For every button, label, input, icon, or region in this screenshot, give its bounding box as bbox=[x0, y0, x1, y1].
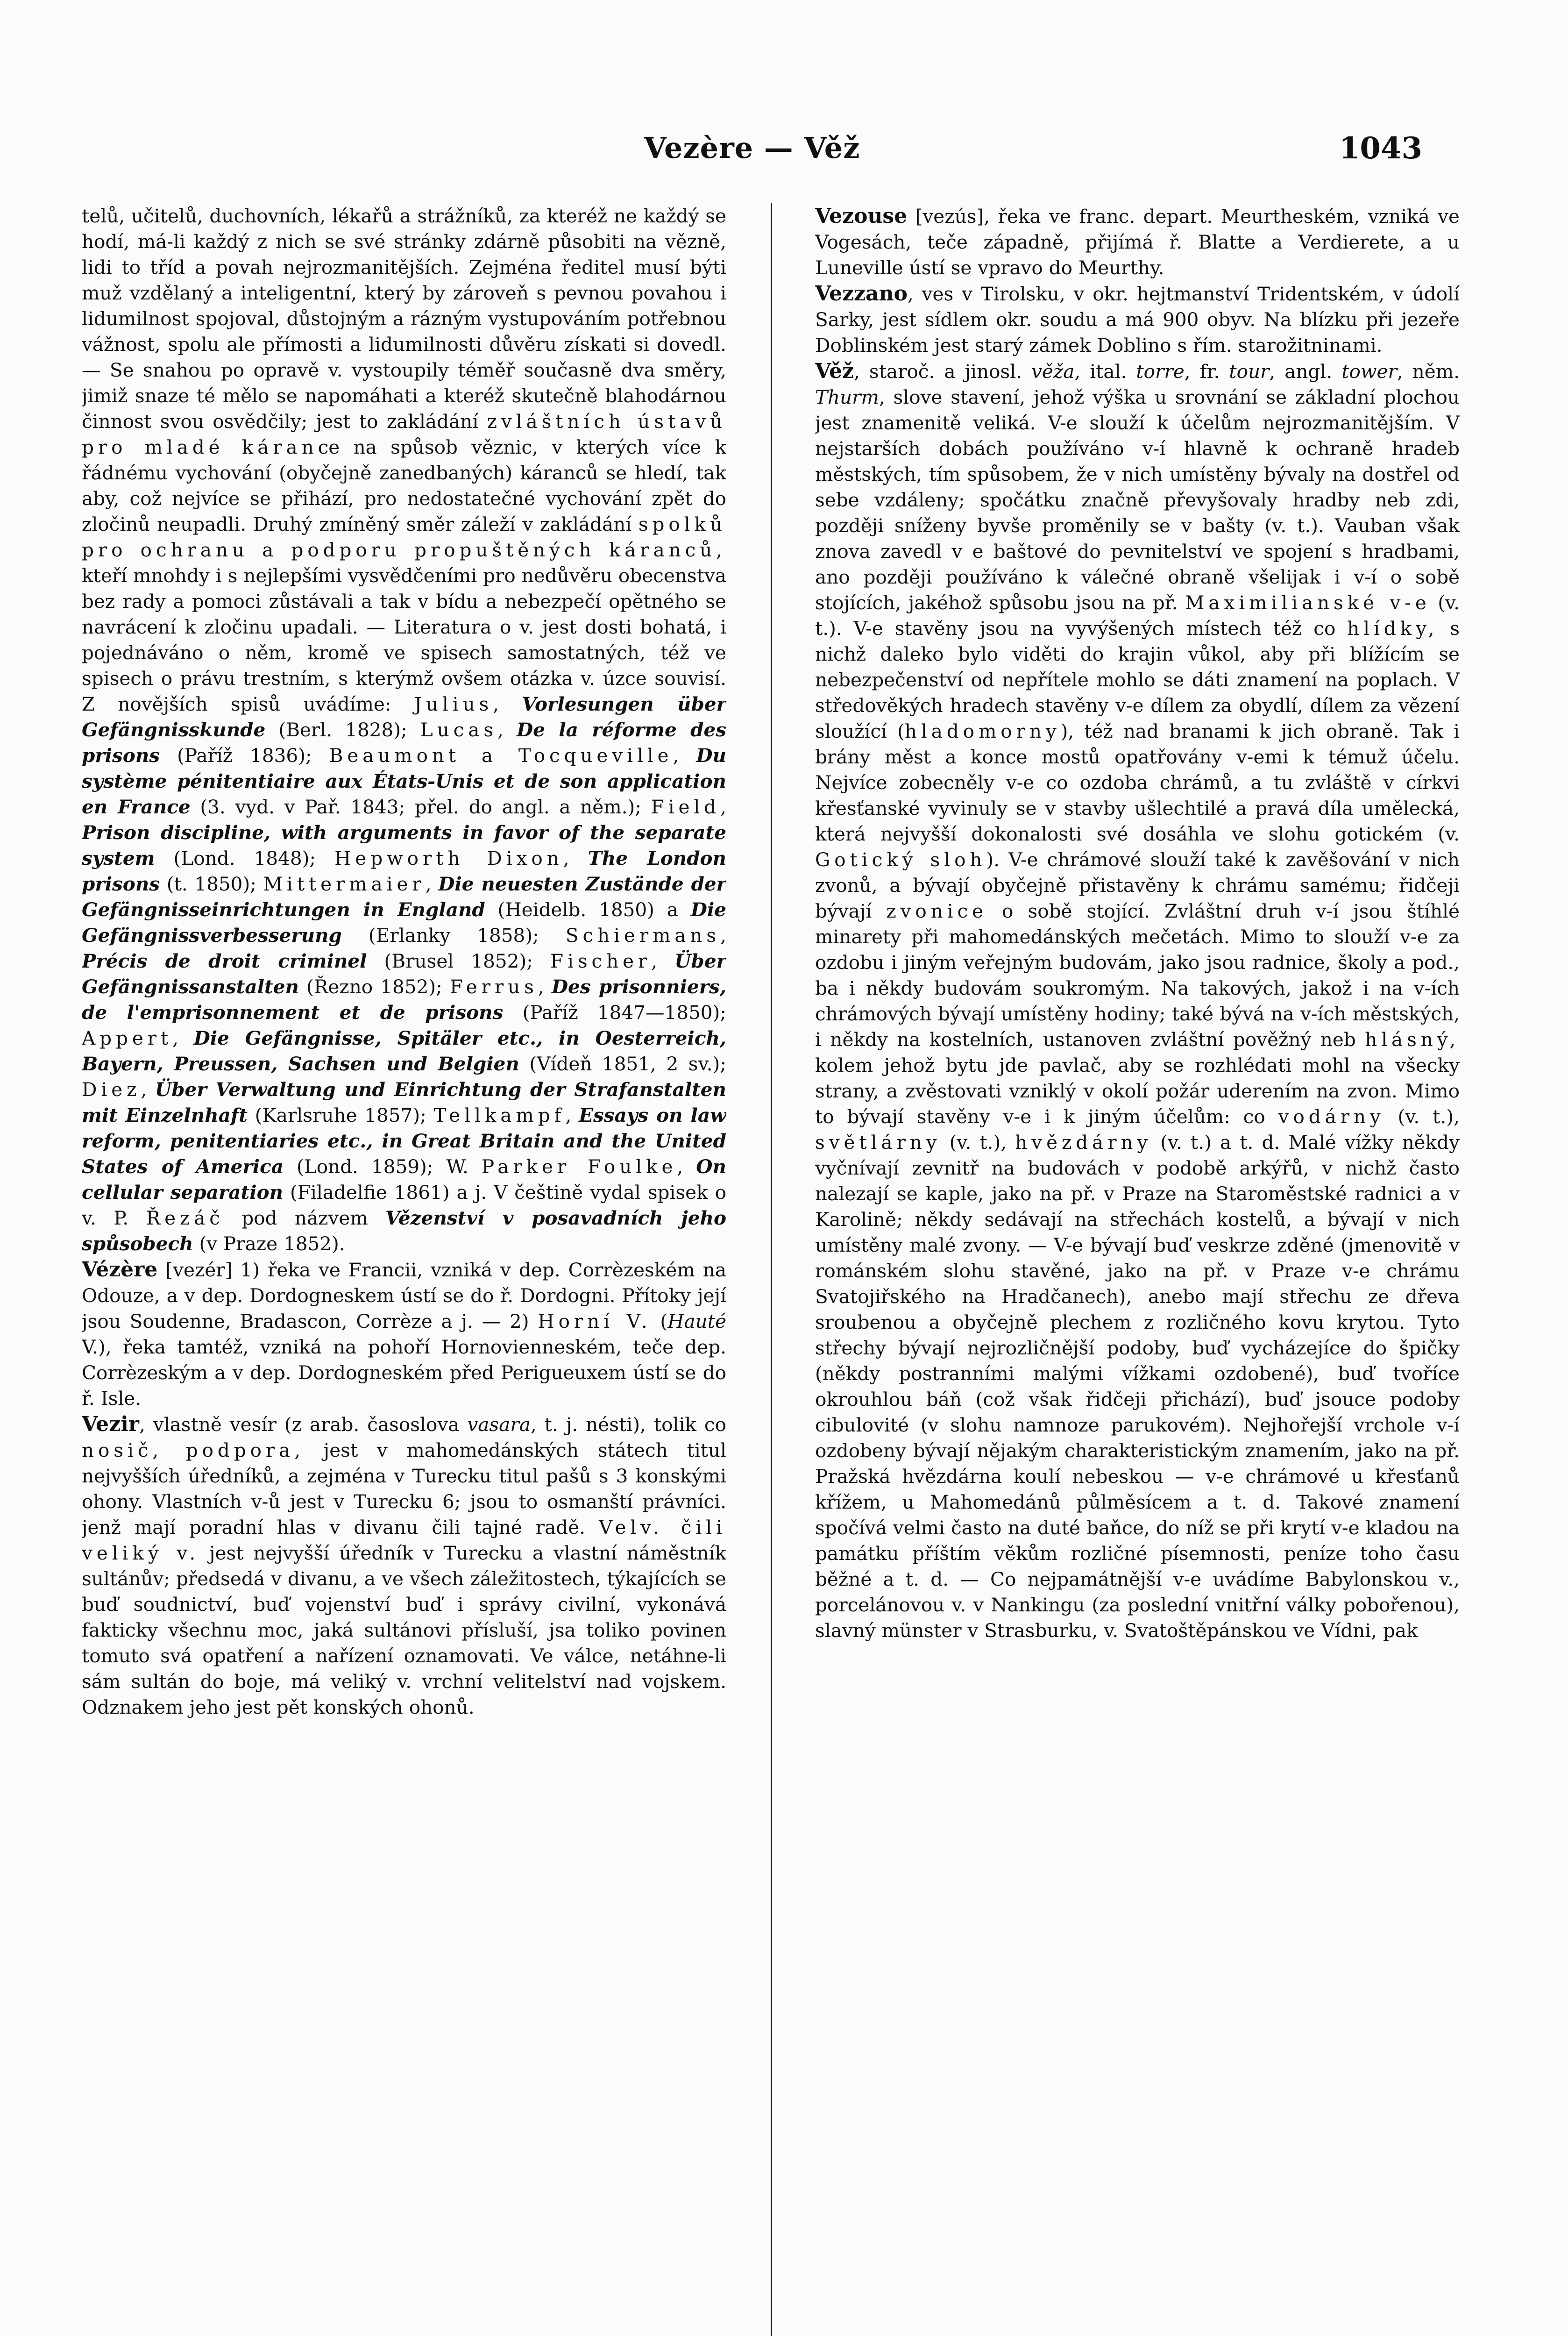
literature-title: Über Verwaltung und Einrichtung der Strafanstalten mit Einzelnhaft bbox=[82, 1078, 726, 1126]
italic-run: vasara bbox=[467, 1413, 531, 1436]
entry-vezere bbox=[82, 1257, 726, 1411]
separator: , bbox=[172, 1027, 194, 1049]
text-run: ce na spůsob věznic, v kterých více k řádnému vychování (obyčejně zanedbaných) káranců se hledí, tak aby, což nejvíce se přihází, pro nedostatečné vychování zpět do zločinů neupadli. Druhý zmíněný směr záleží v zakládání bbox=[82, 436, 726, 535]
literature-author: Diez bbox=[82, 1078, 141, 1101]
separator: , bbox=[141, 1078, 155, 1101]
entry-vezouse bbox=[815, 203, 1460, 281]
literature-note: (Heidelb. 1850) a bbox=[485, 898, 691, 921]
separator: , bbox=[565, 1104, 579, 1126]
literature-title: Du système pénitentiaire aux États-Unis et de son application en France bbox=[82, 744, 726, 818]
spaced-emphasis: zvláštních ústavů pro mladé káran bbox=[82, 410, 726, 458]
literature-title: Vězenství v posavadních jeho spůsobech bbox=[82, 1207, 726, 1255]
literature-note: (Brusel 1852); bbox=[367, 950, 550, 972]
text-run: kolem jehož bytu jde pavlač, aby se rozhlédati mohl na všecky strany, a zvěstovati vzniklý v okolí požár uderením na zvon. Mimo to bývají stavěny v-e i k jiným účelům: co bbox=[815, 1054, 1460, 1128]
page-title: Vezère — Věž bbox=[644, 131, 860, 165]
text-run: s nichž daleko bylo viděti do krajin vůkol, aby při blížícím se nebezpečenství od nepřítele mohlo se dáti znamení na poplach. V středověkých hradech stavěny v-e dílem za obydlí, dílem za vězení sloužící ( bbox=[815, 617, 1460, 742]
literature-note: (Lond. 1859); W. bbox=[284, 1155, 482, 1178]
page-number: 1043 bbox=[1339, 131, 1422, 166]
text-run: , ves v Tirolsku, v okr. hejtmanství Tridentském, v údolí Sarky, jest sídlem okr. soudu a má 900 obyv. Na blízku při jezeře Doblinském jest starý zámek Doblino s řím. starožitninami. bbox=[815, 283, 1460, 356]
spaced-emphasis: hladomorny bbox=[904, 720, 1061, 742]
literature-note: (Filadelfie 1861) a j. V češtině vydal spisek o v. P. bbox=[82, 1181, 726, 1229]
entry-headword: Věž bbox=[815, 359, 854, 383]
literature-author: Ferrus bbox=[449, 976, 538, 998]
literature-title: Vorlesungen über Gefängnisskunde bbox=[82, 693, 726, 741]
italic-run: tower bbox=[1341, 360, 1397, 383]
italic-run: věža bbox=[1031, 360, 1075, 383]
literature-author: Beaumont a Tocqueville bbox=[329, 744, 673, 767]
separator: , bbox=[563, 847, 588, 869]
spaced-emphasis: nosič, podpora, bbox=[82, 1439, 305, 1461]
text-run: kteří mnohdy i s nejlepšími vysvědčeními pro nedůvěru obecenstva bez rady a pomoci zůstávali a tak v bídu a nebezpečí opětného se navrácení k zločinu upadali. — Literatura o v. jest dosti bohatá, i pojednáváno o něm, kromě ve spisech samostatných, též ve spisech o právu trestním, s kterýmž ovšem otázka v. úzce souvisí. Z novějších spisů uvádíme: bbox=[82, 564, 726, 715]
literature-title: On cellular separation bbox=[82, 1155, 726, 1204]
separator: , bbox=[720, 796, 726, 818]
text-run: V.), řeka tamtéž, vzniká na pohoří Hornovienneském, teče dep. Corrèzeským a v dep. Dordogneském před Perigueuxem ústí se do ř. Isle. bbox=[82, 1336, 726, 1410]
literature-note: (3. vyd. v Pař. 1843; přel. do angl. a něm.); bbox=[190, 796, 651, 818]
separator: , bbox=[720, 924, 726, 947]
spaced-emphasis: zvonice bbox=[886, 900, 988, 922]
text-run: (v. t.), bbox=[941, 1131, 1015, 1154]
text-run: , t. j. nésti), tolik co bbox=[530, 1413, 726, 1436]
entry-headword: Vezzano bbox=[815, 282, 908, 306]
text-run: , slove stavení, jehož výška u srovnání se základní plochou jest znamenitě veliká. V-e slouží k účelům nejrozmanitějším. V nejstarších dobách používáno v-í hlavně k ochraně hradeb městských, tím spůsobem, že v nich umístěny bývaly na dostřel od sebe vzdáleny; spočátku značně převyšovaly hradby neb zdi, později sníženy byvše proměnily se v bašty (v. t.). Vauban však znova zavedl v e baštové do pevnitelství ve spojení s hradbami, ano později používáno k válečné obraně všelijak i v-í o sobě stojících, jakéhož spůsobu jsou na př. bbox=[815, 386, 1460, 614]
text-run: telů, učitelů, duchovních, lékařů a strážníků, za kteréž ne každý se hodí, má-li každý z nich se své stránky zdárně působiti na vězně, lidi to tříd a povah nejrozmanitějších. Zejména ředitel musí býti muž vzdělaný a inteligentní, který by zároveň s pevnou povahou i lidumilnost spojoval, důstojným a rázným vystupováním potřebnou vážnost, spolu ale přímosti a lidumilnosti důvěru získati si dovedl. — Se snahou po opravě v. vystoupily téměř současně dva směry, jimiž snaze té mělo se napomáhati a kteréž skutečně blahodárnou činnost svou osvědčily; jest to zakládání bbox=[82, 205, 726, 433]
separator: , bbox=[673, 744, 696, 767]
italic-run: Hauté bbox=[667, 1310, 726, 1332]
literature-author: Hepworth Dixon bbox=[334, 847, 563, 869]
text-run: ). V-e chrámové slouží také k zavěšování v nich zvonů, a bývají obyčejně přistavěny k chrámu samému; řidčeji bývají bbox=[815, 848, 1460, 922]
literature-note: (v Praze 1852). bbox=[193, 1232, 345, 1255]
entry-headword: Vezouse bbox=[815, 204, 908, 228]
spaced-emphasis: Gotický sloh bbox=[815, 848, 986, 871]
literature-author: Řezáč bbox=[146, 1207, 224, 1229]
spaced-emphasis: Velv. čili veliký v. bbox=[82, 1516, 726, 1564]
left-column bbox=[82, 203, 726, 2336]
text-run: (v. t.), bbox=[1384, 1105, 1460, 1128]
spaced-emphasis: hlídky, bbox=[1347, 617, 1439, 640]
spaced-emphasis: spolků pro ochranu a podporu propuštěných káranců, bbox=[82, 513, 726, 561]
spaced-emphasis: světlárny bbox=[815, 1131, 941, 1154]
text-run: , staroč. a jinosl. bbox=[854, 360, 1032, 383]
text-run: , něm. bbox=[1397, 360, 1460, 383]
literature-title: Précis de droit criminel bbox=[82, 950, 367, 972]
right-column bbox=[815, 203, 1460, 2336]
text-run: [vezús], řeka ve franc. depart. Meurtheském, vzniká ve Vogesách, teče západně, přijímá ř. Blatte a Verdierete, a u Luneville ústí se vpravo do Meurthy. bbox=[815, 205, 1460, 279]
text-run: , angl. bbox=[1269, 360, 1342, 383]
text-run: ), též nad branami k jich obraně. Tak i brány měst a konce mostů opatřovány v-emi k témuž účelu. Nejvíce zobecněly v-e co ozdoba chrámů, a tu zvláště v církvi křesťanské vyvinuly se v stavby ušlechtilé a pravá díla umělecká, která nejvyšší dokonalosti své dosáhla ve slohu gotickém (v. bbox=[815, 720, 1460, 845]
literature-note: (Paříž 1836); bbox=[160, 744, 329, 767]
spaced-emphasis: hlásný, bbox=[1365, 1028, 1460, 1051]
literature-title: The London prisons bbox=[82, 847, 726, 895]
literature-title: Die neuesten Zustände der Gefängnisseinrichtungen in England bbox=[82, 873, 726, 921]
literature-note: (Berl. 1828); bbox=[265, 719, 420, 741]
text-run: , ital. bbox=[1074, 360, 1136, 383]
italic-run: torre bbox=[1136, 360, 1185, 383]
literature-title: Essays on law reform, penitentiaries etc., in Great Britain and the United States of America bbox=[82, 1104, 726, 1178]
literature-author: Tellkampf bbox=[433, 1104, 566, 1126]
entry-headword: Vezir bbox=[82, 1412, 139, 1436]
literature-title: Die Gefängnissverbesserung bbox=[82, 898, 726, 947]
literature-note: (Vídeň 1851, 2 sv.); bbox=[519, 1053, 726, 1075]
column-divider bbox=[771, 203, 772, 2336]
separator: , bbox=[677, 1155, 696, 1178]
italic-run: tour bbox=[1229, 360, 1270, 383]
entry-vez bbox=[815, 358, 1460, 1644]
spaced-emphasis: Maximilianské v-e bbox=[1185, 591, 1431, 614]
text-run: (v. t.). V-e stavěny jsou na vyvýšených místech též co bbox=[815, 591, 1460, 640]
literature-list bbox=[82, 693, 726, 1255]
literature-title: De la réforme des prisons bbox=[82, 719, 726, 767]
separator: , bbox=[497, 719, 517, 741]
literature-note: (t. 1850); bbox=[160, 873, 263, 895]
prison-reform-paragraph bbox=[82, 203, 726, 1257]
literature-author: Parker Foulke bbox=[481, 1155, 677, 1178]
literature-note: (Erlanky 1858); bbox=[341, 924, 566, 947]
literature-author: Field bbox=[651, 796, 721, 818]
literature-author: Appert bbox=[82, 1027, 173, 1049]
text-run: , vlastně vesír (z arab. časoslova bbox=[139, 1413, 468, 1436]
page-header bbox=[82, 131, 1422, 182]
italic-run: Thurm bbox=[815, 386, 879, 408]
literature-title: Prison discipline, with arguments in favor of the separate system bbox=[82, 821, 726, 869]
text-run: ( bbox=[651, 1310, 668, 1332]
literature-note: pod názvem bbox=[224, 1207, 386, 1229]
text-run: jest v mahomedánských státech titul nejvyšších úředníků, a zejména v Turecku titul pašů s 3 konskými ohony. Vlastních v-ů jest v Turecku 6; jsou to osmanští právníci. jenž mají poradní hlas v divanu čili tajné radě. bbox=[82, 1439, 726, 1538]
literature-author: Schiermans bbox=[565, 924, 721, 947]
entry-vezir bbox=[82, 1411, 726, 1720]
literature-title: Des prisonniers, de l'emprisonnement et de prisons bbox=[82, 976, 726, 1024]
literature-note: (Řezno 1852); bbox=[298, 976, 450, 998]
literature-note: (Paříž 1847—1850); bbox=[503, 1001, 726, 1024]
separator: , bbox=[538, 976, 552, 998]
separator: , bbox=[493, 693, 522, 715]
literature-note: (Lond. 1848); bbox=[155, 847, 335, 869]
text-run: jest nejvyšší úředník v Turecku a vlastní náměstník sultánův; předsedá v divanu, a ve všech záležitostech, týkajících se buď soudnictví, buď vojenství buď i správy civilní, vykonává fakticky všechnu moc, jaká sultánovi přísluší, jsa toliko povinen tomuto svá opatření a nařízení oznamovati. Ve válce, netáhne-li sám sultán do boje, má veliký v. vrchní velitelství nad vojskem. Odznakem jeho jest pět konských ohonů. bbox=[82, 1542, 726, 1718]
text-run: [vezér] 1) řeka ve Francii, vzniká v dep. Corrèzeském na Odouze, a v dep. Dordogneskem ústí se do ř. Dordogni. Přítoky její jsou Soudenne, Bradascon, Corrèze a j. — 2) bbox=[82, 1259, 726, 1332]
literature-author: Mittermaier bbox=[263, 873, 426, 895]
literature-title: Die Gefängnisse, Spitäler etc., in Oesterreich, Bayern, Preussen, Sachsen und Belgien bbox=[82, 1027, 726, 1075]
entry-headword: Vézère bbox=[82, 1258, 158, 1282]
literature-author: Fischer bbox=[550, 950, 652, 972]
literature-title: Über Gefängnissanstalten bbox=[82, 950, 726, 998]
spaced-emphasis: vodárny bbox=[1278, 1105, 1385, 1128]
literature-note: (Karlsruhe 1857); bbox=[248, 1104, 434, 1126]
literature-author: Julius bbox=[414, 693, 493, 715]
spaced-emphasis: hvězdárny bbox=[1015, 1131, 1152, 1154]
text-run: , fr. bbox=[1184, 360, 1229, 383]
text-run: (v. t.) a t. d. Malé vížky někdy vyčnívají zevnitř na budovách v podobě arkýřů, v nichž často nalezají se kaple, jako na př. v Praze na Staroměstské radnici a v Karolině; někdy sedávají na střechách kostelů, a bývají v nich umístěny malé zvony. — V-e bývají buď veskrze zděné (jmenovitě v románském slohu stavěné, jako na př. v Praze v-e chrámu Svatojiřského na Hradčanech), anebo mají střechu ze dřeva sroubenou a obyčejně plechem z rozličného kovu krytou. Tyto střechy bývají nejrozličnější podoby, buď vycházejíce do špičky (někdy postranními malými vížkami ozdobené), buď tvoříce okrouhlou báň (což však řidčeji přichází), buď jsouce podoby cibulovité (v slohu namnoze parukovém). Nejhořejší vrchole v-í ozdobeny bývají nějakým charakteristickým znamením, jako na př. Pražská hvězdárna koulí nebeskou — v-e chrámové u křesťanů křížem, u Mahomedánů půlměsícem a t. d. Takové znamení spočívá velmi často na duté baňce, do níž se při krytí v-e kladou na památku příštím věkům rozličné písemnosti, peníze toho času běžné a t. d. — Co nejpamátnější v-e uvádíme Babylonskou v., porcelánovou v. v Nankingu (za poslední vnitřní války pobořenou), slavný münster v Strasburku, v. Svatoštěpánskou ve Vídni, pak bbox=[815, 1131, 1460, 1642]
entry-vezzano bbox=[815, 281, 1460, 358]
text-run: o sobě stojící. Zvláštní druh v-í jsou štíhlé minarety při mahomedánských mečetách. Mimo to slouží v-e za ozdobu i jiným veřejným budovám, jako jsou radnice, školy a pod., ba i někdy budovám soukromým. Na takových, jakož i na v-ích chrámových bývají umístěny hodiny; také bývá na v-ích městských, i někdy na kostelních, ustanoven zvláštní pověžný neb bbox=[815, 900, 1460, 1051]
separator: , bbox=[425, 873, 439, 895]
literature-author: Lucas bbox=[420, 719, 498, 741]
separator: , bbox=[651, 950, 675, 972]
spaced-emphasis: Horní V. bbox=[538, 1310, 652, 1332]
